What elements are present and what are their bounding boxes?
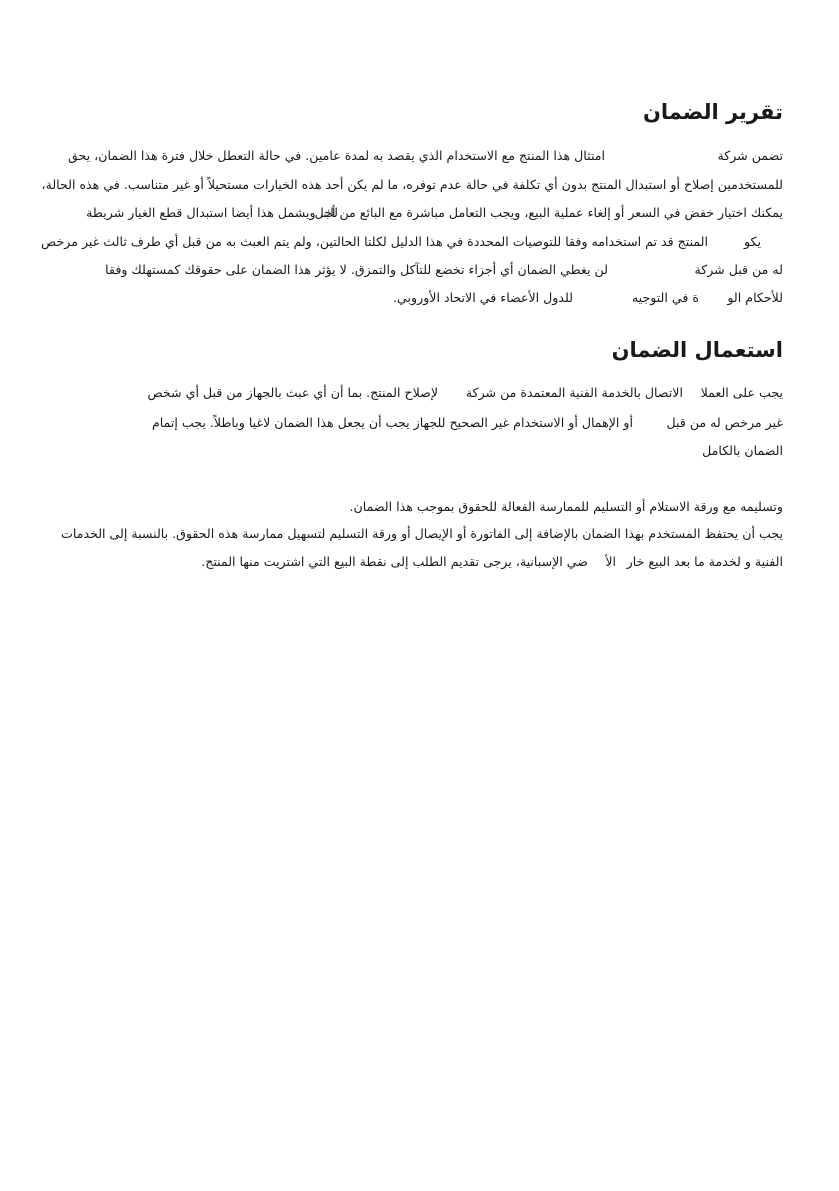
- paragraph-line: [80, 203, 783, 223]
- text-segment: تضمن شركة: [717, 148, 783, 163]
- text-segment: يمكنك اختيار خفض في السعر أو إلغاء عملية البيع، ويجب التعامل مباشرة مع البائع من أجل: [314, 205, 783, 220]
- text-segment: لن يغطي الضمان أي أجزاء تخضع للتآكل والتمزق. لا يؤثر هذا الضمان على حقوقك كمستهلك وفقا: [105, 262, 608, 277]
- text-segment: وتسليمه مع ورقة الاستلام أو التسليم للممارسة الفعالة للحقوق بموجب هذا الضمان.: [349, 499, 783, 514]
- paragraph-line: [80, 552, 783, 572]
- text-segment: الأ: [605, 554, 616, 569]
- paragraph-line: [68, 146, 783, 166]
- paragraph-line: [80, 288, 783, 308]
- paragraph-line: [80, 260, 783, 280]
- paragraph-line: [80, 383, 783, 403]
- text-segment: الفنية و لخدمة ما بعد البيع خار: [626, 554, 783, 569]
- paragraph-line: [80, 441, 783, 461]
- paragraph-line: [80, 413, 783, 433]
- paragraph-line: [41, 175, 783, 195]
- text-segment: للأحكام الو: [727, 290, 783, 305]
- text-segment: ة في التوجيه: [631, 290, 699, 305]
- text-segment: يكو: [744, 234, 761, 249]
- text-segment: المنتج قد تم استخدامه وفقا للتوصيات المحددة في هذا الدليل لكلتا الحالتين، ولم يتم العبث به من قبل أي طرف ثالث غير مرخص: [41, 234, 708, 249]
- text-segment: له من قبل شركة: [694, 262, 783, 277]
- text-segment: أو الإهمال أو الاستخدام غير الصحيح للجهاز يجب أن يجعل هذا الضمان لاغيا وباطلاً. يجب إتمام: [151, 415, 633, 430]
- text-segment: للمستخدمين إصلاح أو استبدال المنتج بدون أي تكلفة في حالة عدم توفره، ما لم يكن أحد هذه الخيارات مستحيلاً أو غير متناسب. في هذه الحالة،: [41, 177, 783, 192]
- warranty-report-heading: تقرير الضمان: [643, 100, 783, 124]
- text-segment: الضمان بالكامل: [702, 443, 783, 458]
- paragraph-line: [80, 497, 783, 517]
- text-segment: يجب أن يحتفظ المستخدم بهذا الضمان بالإضافة إلى الفاتورة أو الإيصال أو ورقة التسليم لتسهيل ممارسة هذه الحقوق. بالنسبة إلى الخدمات: [61, 526, 783, 541]
- paragraph-line: [61, 524, 783, 544]
- text-segment: لك. ويشمل هذا أيضا استبدال قطع الغيار شريطة: [86, 205, 338, 220]
- text-segment: غير مرخص له من قبل: [666, 415, 783, 430]
- paragraph-line: [41, 232, 783, 252]
- text-segment: للدول الأعضاء في الاتحاد الأوروبي.: [393, 290, 573, 305]
- warranty-usage-heading: استعمال الضمان: [611, 338, 783, 362]
- text-segment: امتثال هذا المنتج مع الاستخدام الذي يقصد به لمدة عامين. في حالة التعطل خلال فترة هذا الضمان، يحق: [68, 148, 605, 163]
- text-segment: الاتصال بالخدمة الفنية المعتمدة من شركة: [465, 385, 683, 400]
- text-segment: يجب على العملا: [700, 385, 783, 400]
- text-segment: لإصلاح المنتج. بما أن أي عبث بالجهاز من قبل أي شخص: [147, 385, 438, 400]
- text-segment: ضي الإسبانية، يرجى تقديم الطلب إلى نقطة البيع التي اشتريت منها المنتج.: [201, 554, 588, 569]
